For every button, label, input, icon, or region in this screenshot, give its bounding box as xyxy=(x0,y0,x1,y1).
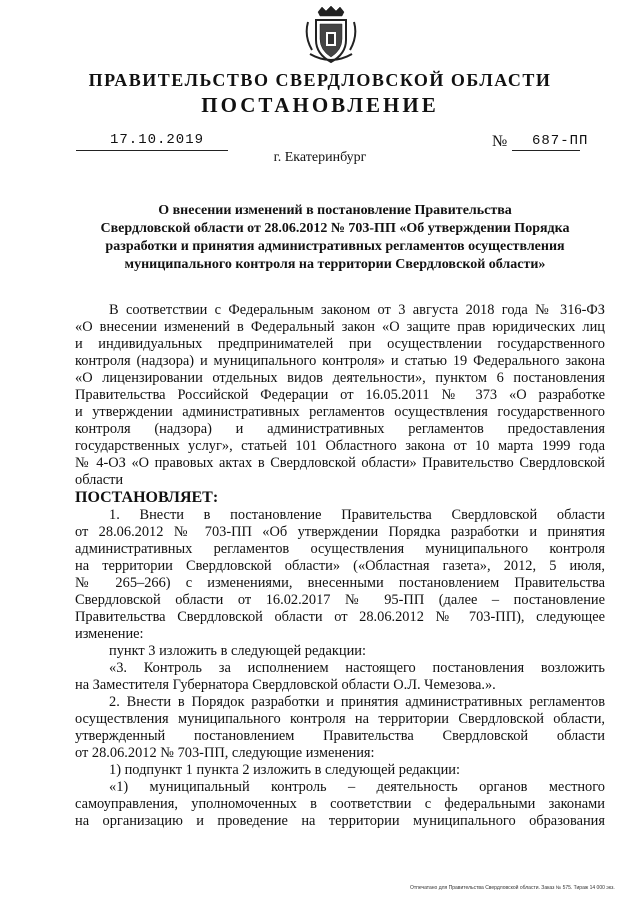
title-line: О внесении изменений в постановление Правительства xyxy=(158,203,512,218)
body-line: государственных услуг», статьей 101 Областного закона от 10 марта 1999 года xyxy=(75,438,605,454)
body-line: изменение: xyxy=(75,626,144,642)
city: г. Екатеринбург xyxy=(273,150,367,165)
title-line: муниципального контроля на территории Свердловской области» xyxy=(124,257,546,272)
body-line: утвержденный постановлением Правительства Свердловской области xyxy=(75,728,605,744)
body-line: контроля (надзора) и муниципального контроля» и статью 19 Федерального закона xyxy=(75,353,605,369)
body-line: области xyxy=(75,472,124,488)
body-line: и индивидуальных предпринимателей при осуществлении государственного xyxy=(75,336,605,352)
body-line: на территории Свердловской области» («Областная газета», 2012, 5 июля, xyxy=(75,558,605,574)
government-name: ПРАВИТЕЛЬСТВО СВЕРДЛОВСКОЙ ОБЛАСТИ xyxy=(88,70,552,90)
document-body xyxy=(75,302,605,830)
resolves-heading: ПОСТАНОВЛЯЕТ: xyxy=(75,489,219,506)
body-line: В соответствии с Федеральным законом от 3 августа 2018 года № 316-ФЗ xyxy=(109,302,605,318)
body-line: самоуправления, уполномоченных в соответствии с федеральными законами xyxy=(75,796,605,812)
body-line: «1) муниципальный контроль – деятельность органов местного xyxy=(109,779,605,795)
body-line: № 4-ОЗ «О правовых актах в Свердловской области» Правительство Свердловской xyxy=(75,455,605,471)
body-line: и утверждении административных регламентов осуществления государственного xyxy=(75,404,605,420)
body-line: на Заместителя Губернатора Свердловской области О.Л. Чемезова.». xyxy=(75,677,496,693)
body-line: Правительства Российской Федерации от 16.05.2011 № 373 «О разработке xyxy=(75,387,605,403)
body-line: 1. Внести в постановление Правительства Свердловской области xyxy=(109,507,605,523)
body-line: административных регламентов осуществления муниципального контроля xyxy=(75,541,605,557)
body-line: от 28.06.2012 № 703-ПП, следующие изменения: xyxy=(75,745,375,761)
body-line: пункт 3 изложить в следующей редакции: xyxy=(109,643,366,659)
document-type: ПОСТАНОВЛЕНИЕ xyxy=(201,93,439,117)
document-title xyxy=(75,202,595,274)
body-line: № 265–266) с изменениями, внесенными постановлением Правительства xyxy=(75,575,605,591)
document-date: 17.10.2019 xyxy=(110,132,205,148)
body-line: «О лицензировании отдельных видов деятельности», пунктом 6 постановления xyxy=(75,370,605,386)
body-line: «О внесении изменений в Федеральный закон «О защите прав юридических лиц xyxy=(75,319,605,335)
body-line: Свердловской области от 16.02.2017 № 95-ПП (далее – постановление xyxy=(75,592,605,608)
number-label: № xyxy=(492,133,508,150)
body-line: 1) подпункт 1 пункта 2 изложить в следующей редакции: xyxy=(109,762,460,778)
title-line: Свердловской области от 28.06.2012 № 703-ПП «Об утверждении Порядка xyxy=(100,221,570,236)
body-line: на организацию и проведение на территории муниципального образования xyxy=(75,813,605,829)
body-line: 2. Внести в Порядок разработки и принятия административных регламентов xyxy=(109,694,605,710)
document-number: 687-ПП xyxy=(532,133,589,149)
body-line: контроля (надзора) и административных регламентов предоставления xyxy=(75,421,605,437)
body-line: от 28.06.2012 № 703-ПП «Об утверждении Порядка разработки и принятия xyxy=(75,524,605,540)
print-footer: Отпечатано для Правительства Свердловской области. Заказ № 575. Тираж 14 000 экз. xyxy=(410,885,615,891)
title-line: разработки и принятия административных регламентов осуществления xyxy=(105,239,565,254)
body-line: осуществления муниципального контроля на территории Свердловской области, xyxy=(75,711,605,727)
coat-of-arms-emblem xyxy=(304,6,358,66)
body-line: «3. Контроль за исполнением настоящего постановления возложить xyxy=(109,660,605,676)
body-line: Правительства Свердловской области от 28.06.2012 № 703-ПП), следующее xyxy=(75,609,605,625)
